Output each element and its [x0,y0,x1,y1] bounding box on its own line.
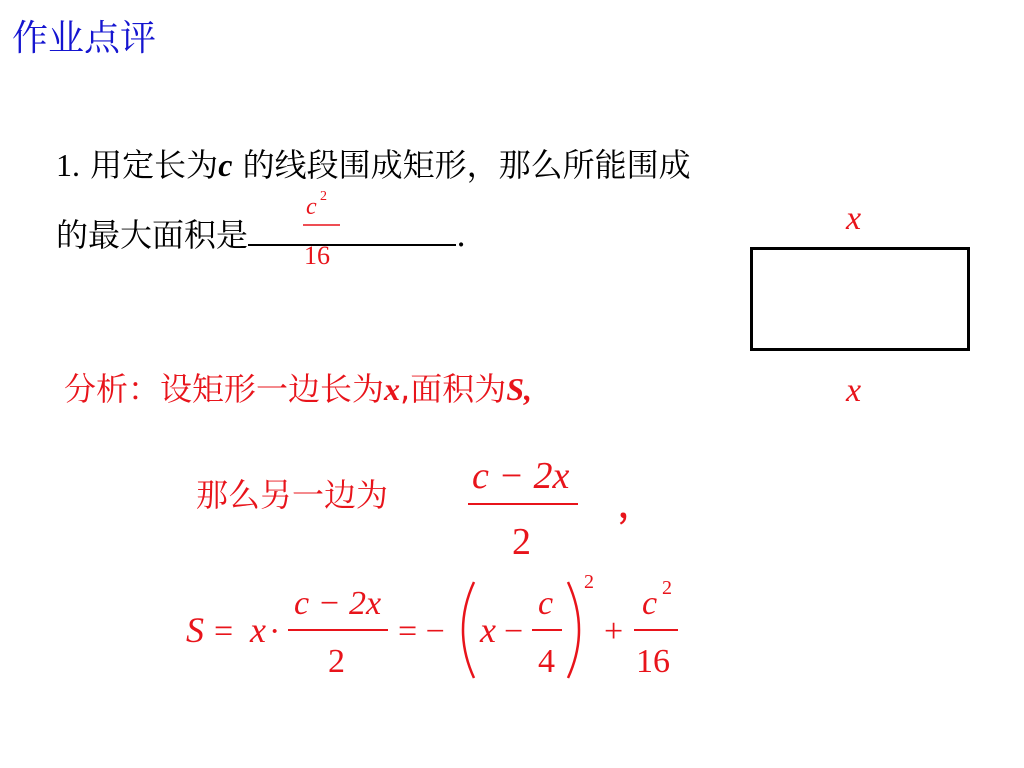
analysis-line [64,364,532,410]
formula-frac2-den: 4 [538,643,555,680]
answer-blank [248,214,456,246]
question-line-1 [56,140,691,186]
question-period: . [456,216,467,254]
formula-dot: · [269,613,281,650]
formula-square: 2 [584,572,594,593]
formula-frac3-den: 16 [636,643,670,680]
figure-label-top: x [846,200,862,237]
formula-minus: − [504,613,524,650]
analysis-mid: ,面积为 [400,370,507,408]
formula-s: S [186,610,204,650]
formula-inner-x: x [480,610,496,650]
question-variable-c: c [218,147,233,183]
answer-denominator: 16 [304,241,330,270]
answer-numerator-base: c [306,194,317,220]
page-title: 作业点评 [12,18,157,59]
formula-frac1-num: c − 2x [294,585,382,622]
other-side-numerator: c − 2x [472,455,570,497]
question-number: 1. [56,147,80,183]
formula-frac3-num-exp: 2 [662,577,672,599]
formula-left-paren [463,582,474,678]
question-line-2 [56,210,466,256]
other-side-text: 那么另一边为 [196,476,389,514]
formula-frac1-den: 2 [328,643,345,680]
other-side-denominator: 2 [512,521,531,562]
figure-label-bottom: x [846,372,862,409]
formula-frac3-num-base: c [642,585,658,622]
answer-fraction [300,186,344,270]
analysis-prefix: 分析：设矩形一边长为 [64,370,385,408]
formula-right-paren [568,582,579,678]
formula-x: x [250,610,266,650]
formula-plus: + [604,613,624,650]
answer-numerator-exp: 2 [320,189,327,204]
formula-eq2: = − [398,613,445,650]
formula-eq1: = [214,613,234,650]
question-text-b: 的线段围成矩形，那么所能围成 [232,146,691,184]
area-formula [176,572,696,688]
other-side-fraction [462,446,592,562]
analysis-comma: ， [618,486,652,526]
analysis-var-x: x [384,371,401,407]
rectangle-figure [750,247,970,351]
analysis-var-s: S, [506,371,532,407]
question-text-c: 的最大面积是 [56,216,249,254]
formula-frac2-num: c [538,585,554,622]
question-text-a: 用定长为 [90,146,219,184]
